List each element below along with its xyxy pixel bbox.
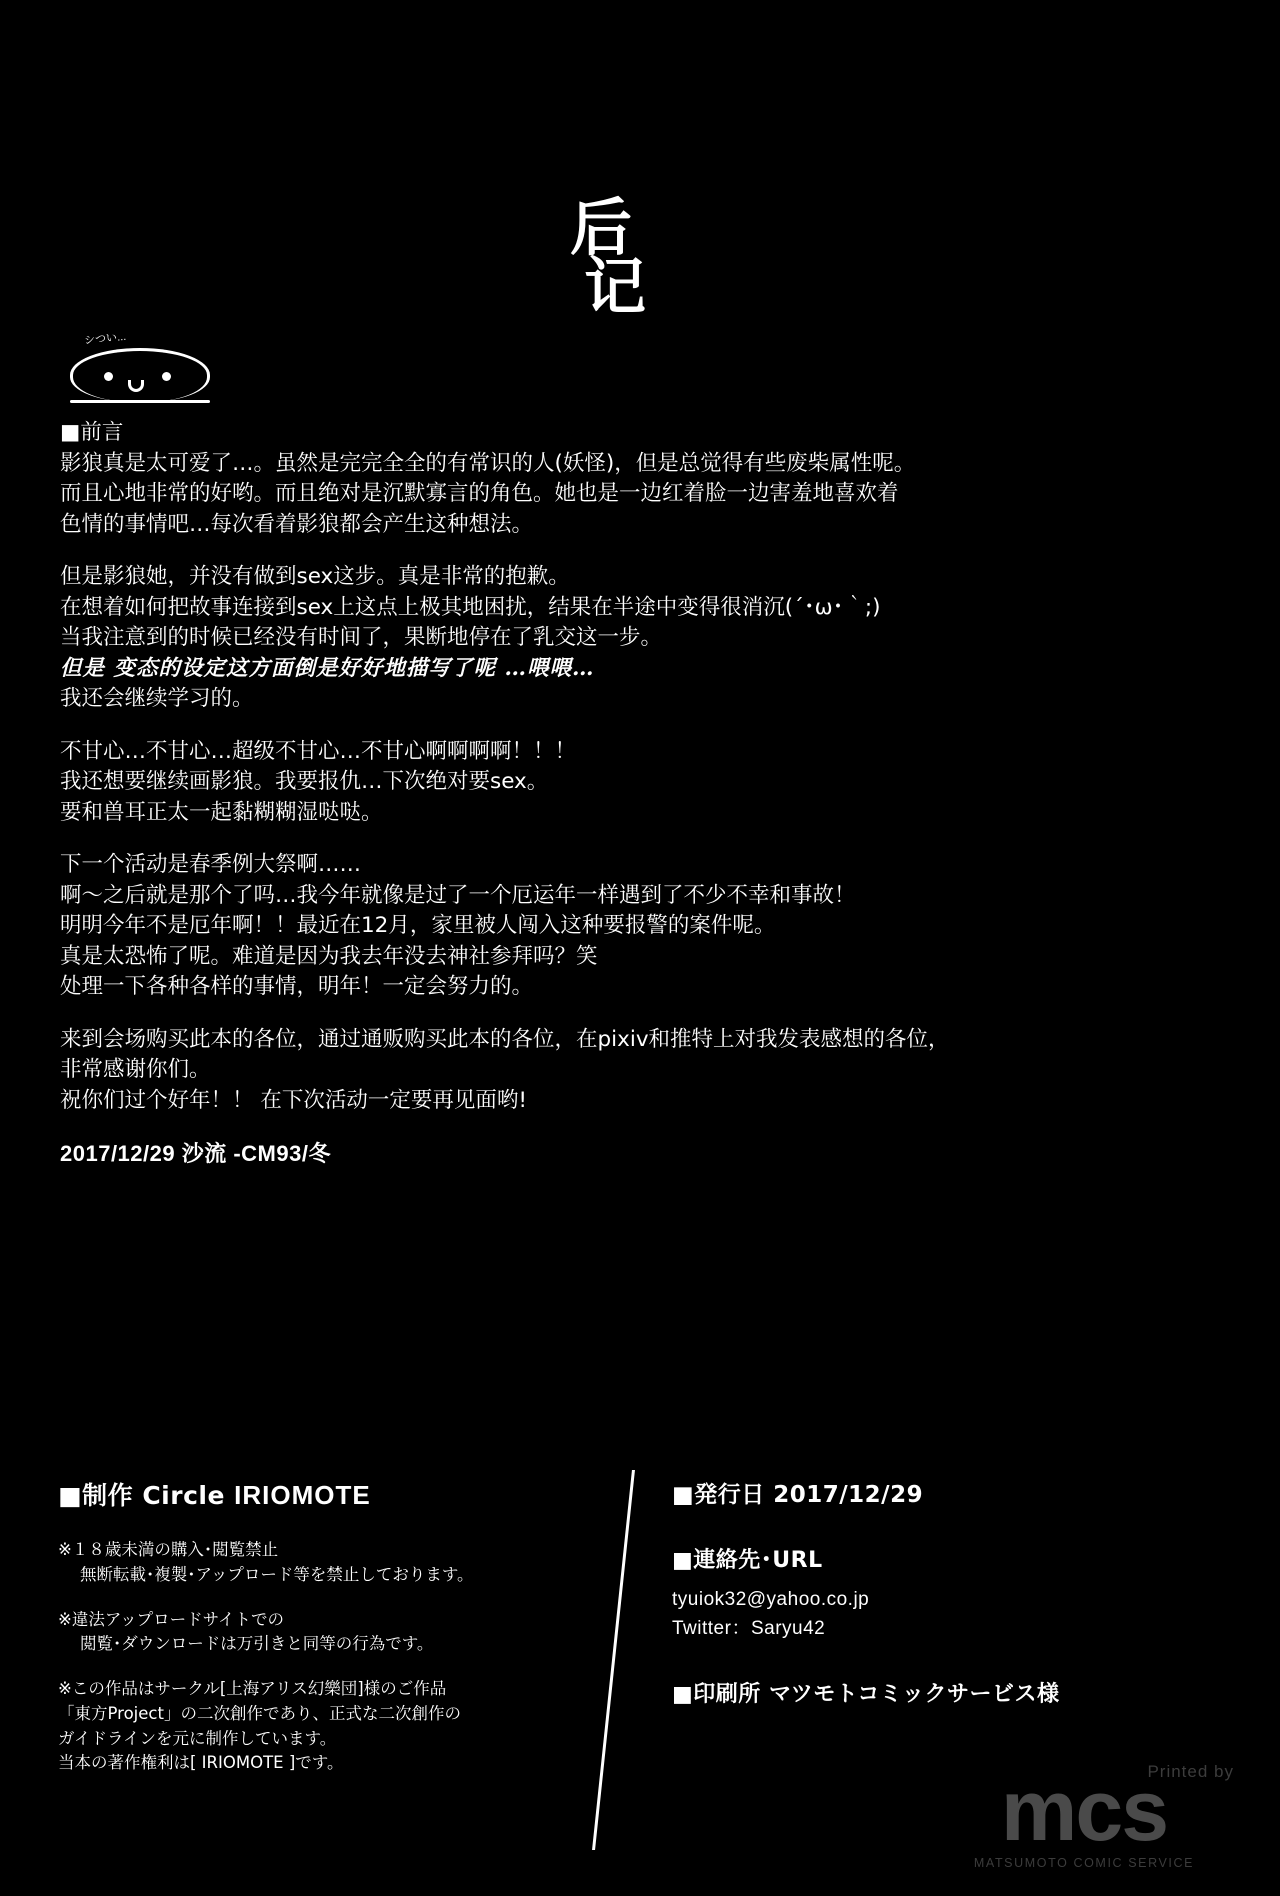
- afterword-line-handwritten: 但是 变态的设定这方面倒是好好地描写了呢 …喂喂…: [60, 655, 595, 681]
- illegal-upload-notice: [58, 1608, 598, 1658]
- face-left-eye-icon: [104, 372, 113, 381]
- printer-logo-printed-by: Printed by: [1147, 1762, 1234, 1781]
- contact-heading: ■連絡先･URL: [672, 1548, 823, 1573]
- afterword-paragraph-thanks: [60, 1025, 1220, 1117]
- afterword-line: 色情的事情吧…每次看着影狼都会产生这种想法。: [60, 511, 534, 537]
- afterword-paragraph-next-event: [60, 850, 1220, 1003]
- printer-info: [672, 1677, 1232, 1708]
- afterword-line: 我还想要继续画影狼。我要报仇…下次绝对要sex。: [60, 769, 549, 795]
- page-title: [540, 194, 740, 322]
- afterword-line: 真是太恐怖了呢。难道是因为我去年没去神社参拜吗？笑: [60, 943, 598, 969]
- notice-line: 閲覧･ダウンロードは万引きと同等の行為です。: [80, 1634, 434, 1654]
- colophon-right-column: [672, 1476, 1232, 1720]
- notice-line: 当本の著作権利は[ IRIOMOTE ]です。: [58, 1753, 344, 1773]
- afterword-line: 啊～之后就是那个了吗…我今年就像是过了一个厄运年一样遇到了不少不幸和事故！: [60, 882, 856, 908]
- afterword-line: 明明今年不是厄年啊！！最近在12月，家里被人闯入这种要报警的案件呢。: [60, 913, 776, 939]
- age-restriction-notice: [58, 1538, 598, 1588]
- publication-date-label: ■発行日: [672, 1482, 765, 1508]
- afterword-line: 在想着如何把故事连接到sex上这点上极其地困扰，结果在半途中变得很消沉(´･ω･｀;): [60, 594, 881, 620]
- afterword-line: 非常感谢你们。: [60, 1057, 211, 1083]
- afterword-paragraph-regret: [60, 737, 1220, 829]
- afterword-line: ■前言: [60, 420, 124, 445]
- notice-line: 無断転載･複製･アップロード等を禁止しております。: [80, 1564, 474, 1584]
- face-base-line-icon: [70, 400, 210, 403]
- afterword-line: 影狼真是太可爱了…。虽然是完完全全的有常识的人(妖怪)，但是总觉得有些废柴属性呢。: [60, 450, 916, 476]
- notice-line: ※違法アップロードサイトでの: [58, 1609, 285, 1629]
- circle-heading-label: ■制作 Circle: [58, 1481, 225, 1510]
- afterword-paragraph-intro: [60, 418, 1220, 540]
- colophon-divider: [592, 1470, 635, 1850]
- publication-date: [672, 1476, 1232, 1509]
- publication-date-value: 2017/12/29: [773, 1482, 924, 1508]
- contact-email[interactable]: tyuiok32@yahoo.co.jp: [672, 1589, 870, 1610]
- afterword-line: 我还会继续学习的。: [60, 686, 254, 712]
- afterword-paragraph-sex-apology: [60, 562, 1220, 715]
- afterword-line: 祝你们过个好年！！ 在下次活动一定要再见面哟!: [60, 1087, 527, 1113]
- printer-logo-full-name: MATSUMOTO COMIC SERVICE: [973, 1856, 1195, 1870]
- afterword-line: 不甘心…不甘心…超级不甘心…不甘心啊啊啊啊！！！: [60, 738, 577, 764]
- afterword-line: 处理一下各种各样的事情，明年！一定会努力的。: [60, 974, 534, 1000]
- afterword-line: 当我注意到的时候已经没有时间了，果断地停在了乳交这一步。: [60, 625, 663, 651]
- afterword-line: 而且心地非常的好哟。而且绝对是沉默寡言的角色。她也是一边红着脸一边害羞地喜欢着: [60, 481, 899, 507]
- notice-line: ※この作品はサークル[上海アリス幻樂団]様のご作品: [58, 1679, 447, 1698]
- notice-line: ガイドラインを元に制作しています。: [58, 1728, 337, 1748]
- printer-logo: [924, 1762, 1244, 1870]
- printer-label: ■印刷所: [672, 1682, 761, 1707]
- colophon-left-column: [58, 1476, 598, 1796]
- afterword-line: 但是影狼她，并没有做到sex这步。真是非常的抱歉。: [60, 564, 570, 590]
- face-outline-icon: [70, 348, 210, 402]
- page-title-char-2: 记: [584, 252, 649, 322]
- page-title-char-1: 后: [570, 194, 635, 263]
- printer-value: マツモトコミックサービス様: [768, 1682, 1060, 1707]
- notice-line: 「東方Project」の二次創作であり、正式な二次創作の: [58, 1703, 461, 1723]
- copyright-notice: [58, 1677, 598, 1776]
- kaomoji-face-illustration: [62, 330, 232, 410]
- afterword-signature: 2017/12/29 沙流 -CM93/冬: [60, 1141, 331, 1167]
- afterword-line: 下一个活动是春季例大祭啊……: [60, 852, 362, 878]
- notice-line: ※１８歳未満の購入･閲覧禁止: [58, 1540, 279, 1559]
- afterword-body: [60, 418, 1220, 1170]
- circle-heading: [58, 1476, 598, 1512]
- contact-twitter[interactable]: Twitter：Saryu42: [672, 1617, 826, 1639]
- circle-name: IRIOMOTE: [234, 1480, 371, 1510]
- printer-logo-mark: mcs: [1000, 1763, 1168, 1859]
- face-note-text: シつい...: [83, 330, 127, 348]
- spacer: [672, 1643, 1232, 1677]
- afterword-line: 来到会场购买此本的各位，通过通贩购买此本的各位，在pixiv和推特上对我发表感想的各位，: [60, 1026, 950, 1052]
- face-right-eye-icon: [162, 372, 171, 381]
- afterword-line: 要和兽耳正太一起黏糊糊湿哒哒。: [60, 799, 383, 825]
